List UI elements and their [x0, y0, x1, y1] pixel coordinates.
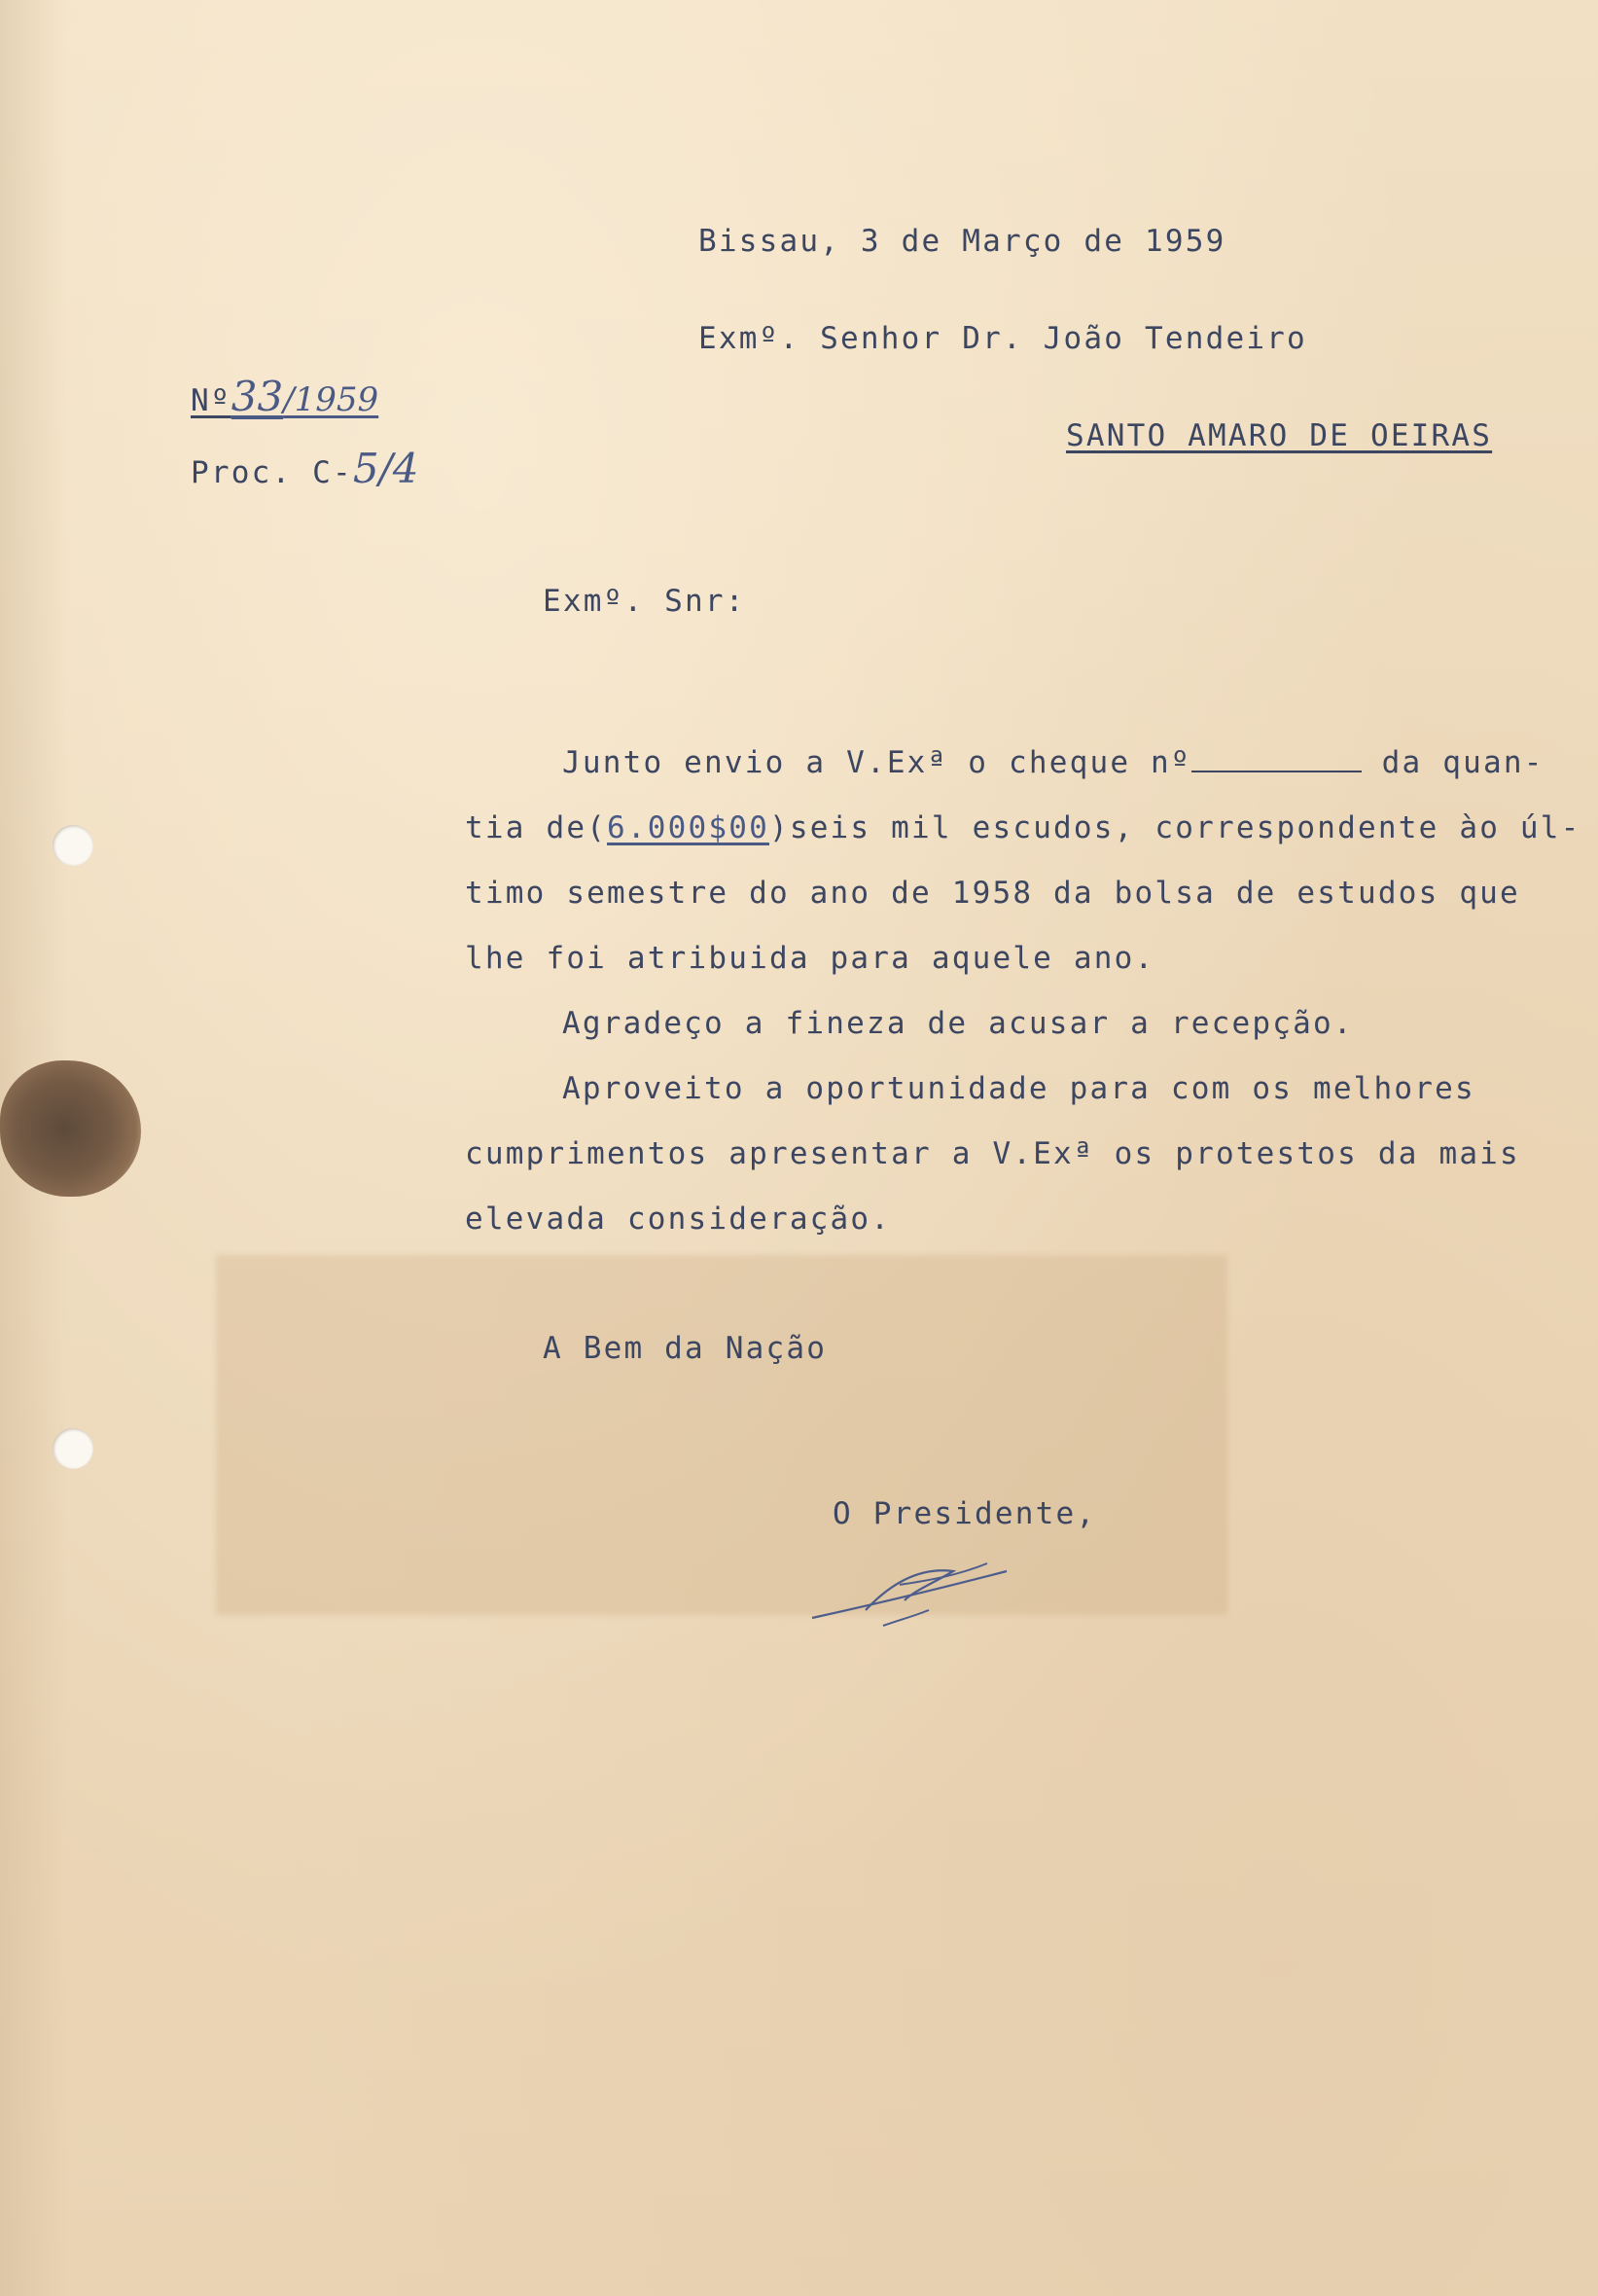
body-line-1 — [562, 743, 1545, 782]
addressee-location: SANTO AMARO DE OEIRAS — [1066, 418, 1493, 453]
signature — [807, 1542, 1021, 1630]
paper-stain — [216, 1255, 1227, 1615]
signatory: O Presidente, — [833, 1496, 1097, 1531]
body-line-6: Aproveito a oportunidade para com os melhores — [562, 1071, 1475, 1106]
body-line-8: elevada consideração. — [465, 1202, 892, 1237]
body-line-2 — [465, 808, 1581, 847]
process-prefix: Proc. C- — [191, 455, 353, 490]
body-line-2-start: tia de( — [465, 810, 608, 845]
reference-number-prefix: Nº — [191, 383, 231, 418]
reference-number-year: /1959 — [283, 380, 379, 419]
salutation: Exmº. Snr: — [543, 584, 746, 619]
body-line-2-end: )seis mil escudos, correspondente ào úl- — [768, 810, 1581, 845]
body-line-1-start: Junto envio a V.Exª o cheque nº — [562, 745, 1191, 780]
reference-number — [191, 373, 379, 420]
process-handwritten: 5/4 — [352, 445, 419, 492]
body-line-7: cumprimentos apresentar a V.Exª os protestos da mais — [465, 1136, 1520, 1171]
cheque-number-blank — [1191, 745, 1362, 772]
addressee: Exmº. Senhor Dr. João Tendeiro — [698, 321, 1307, 356]
body-line-5: Agradeço a fineza de acusar a recepção. — [562, 1006, 1354, 1041]
process-reference — [191, 445, 419, 492]
punch-hole-bottom — [53, 1428, 93, 1469]
body-line-1-end: da quan- — [1381, 745, 1545, 780]
amount: 6.000$00 — [607, 810, 769, 845]
body-line-3: timo semestre do ano de 1958 da bolsa de estudos que — [465, 876, 1520, 911]
punch-hole-top — [53, 825, 93, 866]
closing: A Bem da Nação — [543, 1331, 828, 1366]
rust-stain — [0, 1060, 141, 1197]
place-date: Bissau, 3 de Março de 1959 — [698, 224, 1226, 259]
body-line-4: lhe foi atribuida para aquele ano. — [465, 941, 1155, 976]
reference-number-handwritten: 33 — [231, 373, 284, 420]
